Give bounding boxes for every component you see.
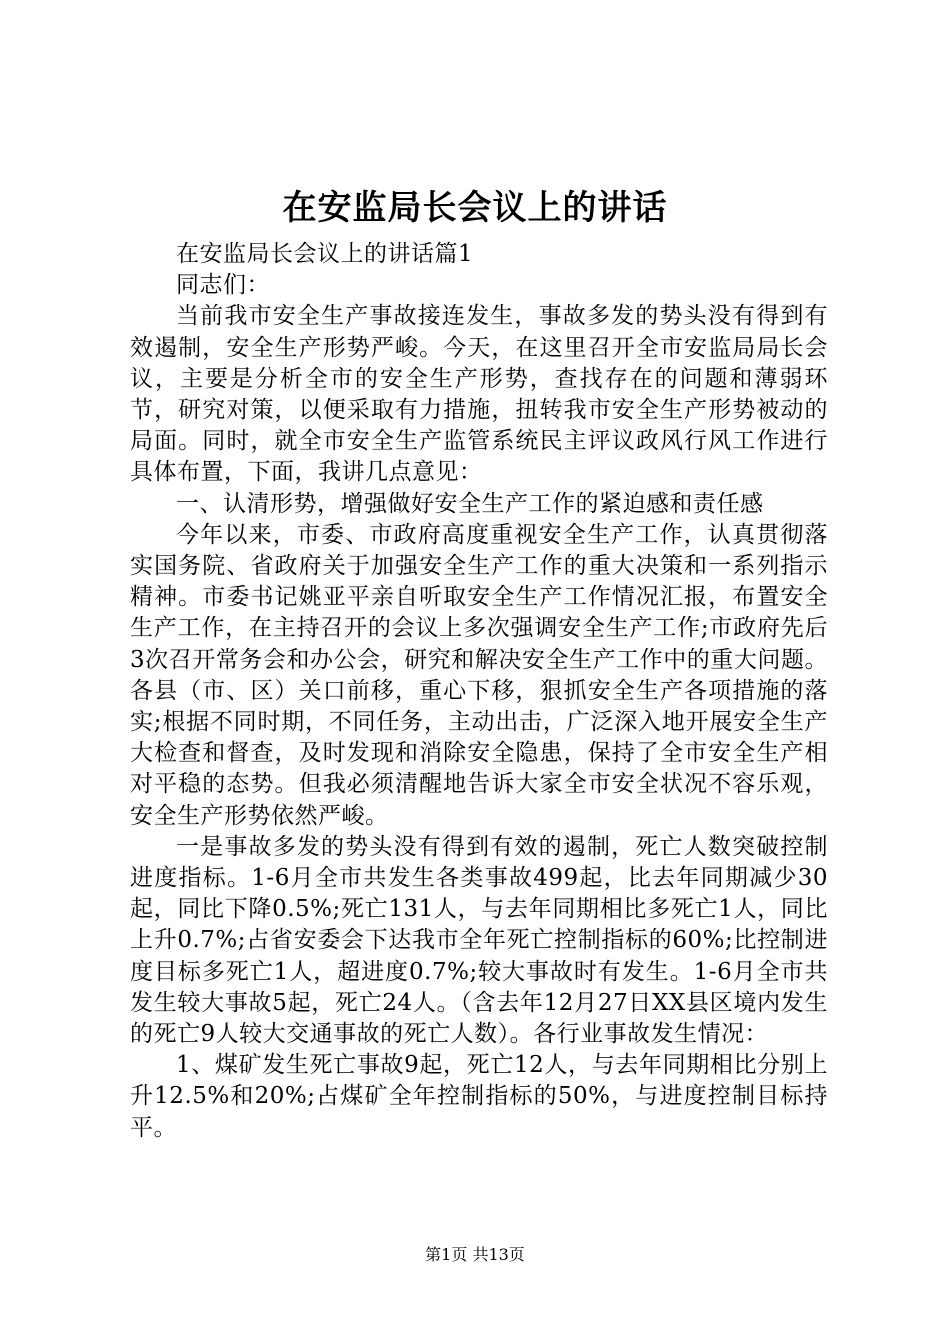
paragraph-subtitle: 在安监局长会议上的讲话篇1	[176, 241, 474, 267]
paragraph-salutation: 同志们：	[176, 272, 270, 299]
paragraph-intro: 当前我市安全生产事故接连发生，事故多发的势头没有得到有效遏制，安全生产形势严峻。今天，在这里召开全市安监局局长会议，主要是分析全市的安全生产形势，查找存在的问题和薄弱环节，研究对策，以便采取有力措施，扭转我市安全生产形势被动的局面。同时，就全市安全生产监管系统民主评议政风行风工作进行具体布置，下面，我讲几点意见：	[130, 303, 828, 486]
paragraph-situation: 今年以来，市委、市政府高度重视安全生产工作，认真贯彻落实国务院、省政府关于加强安全生产工作的重大决策和一系列指示精神。市委书记姚亚平亲自听取安全生产工作情况汇报，布置安全生产工作，在主持召开的会议上多次强调安全生产工作;市政府先后3次召开常务会和办公会，研究和解决安全生产工作中的重大问题。各县（市、区）关口前移，重心下移，狠抓安全生产各项措施的落实;根据不同时期，不同任务，主动出击，广泛深入地开展安全生产大检查和督查，及时发现和消除安全隐患，保持了全市安全生产相对平稳的态势。但我必须清醒地告诉大家全市安全状况不容乐观，安全生产形势依然严峻。	[130, 521, 828, 829]
section-heading-1: 一、认清形势，增强做好安全生产工作的紧迫感和责任感	[176, 490, 764, 517]
paragraph-accident-stats: 一是事故多发的势头没有得到有效的遏制，死亡人数突破控制进度指标。1-6月全市共发生各类事故499起，比去年同期减少30起，同比下降0.5%;死亡131人，与去年同期相比多死亡1人，同比上升0.7%;占省安委会下达我市全年死亡控制指标的60%;比控制进度目标多死亡1人，超进度0.7%;较大事故时有发生。1-6月全市共发生较大事故5起，死亡24人。（含去年12月27日XX县区境内发生的死亡9人较大交通事故的死亡人数）。各行业事故发生情况：	[130, 833, 828, 1048]
paragraph-coal-mine: 1、煤矿发生死亡事故9起，死亡12人，与去年同期相比分别上升12.5%和20%;占煤矿全年控制指标的50%，与进度控制目标持平。	[130, 1052, 828, 1141]
document-body	[130, 239, 828, 1144]
page-footer: 第1页 共13页	[425, 1245, 525, 1264]
document-title: 在安监局长会议上的讲话	[282, 188, 668, 228]
